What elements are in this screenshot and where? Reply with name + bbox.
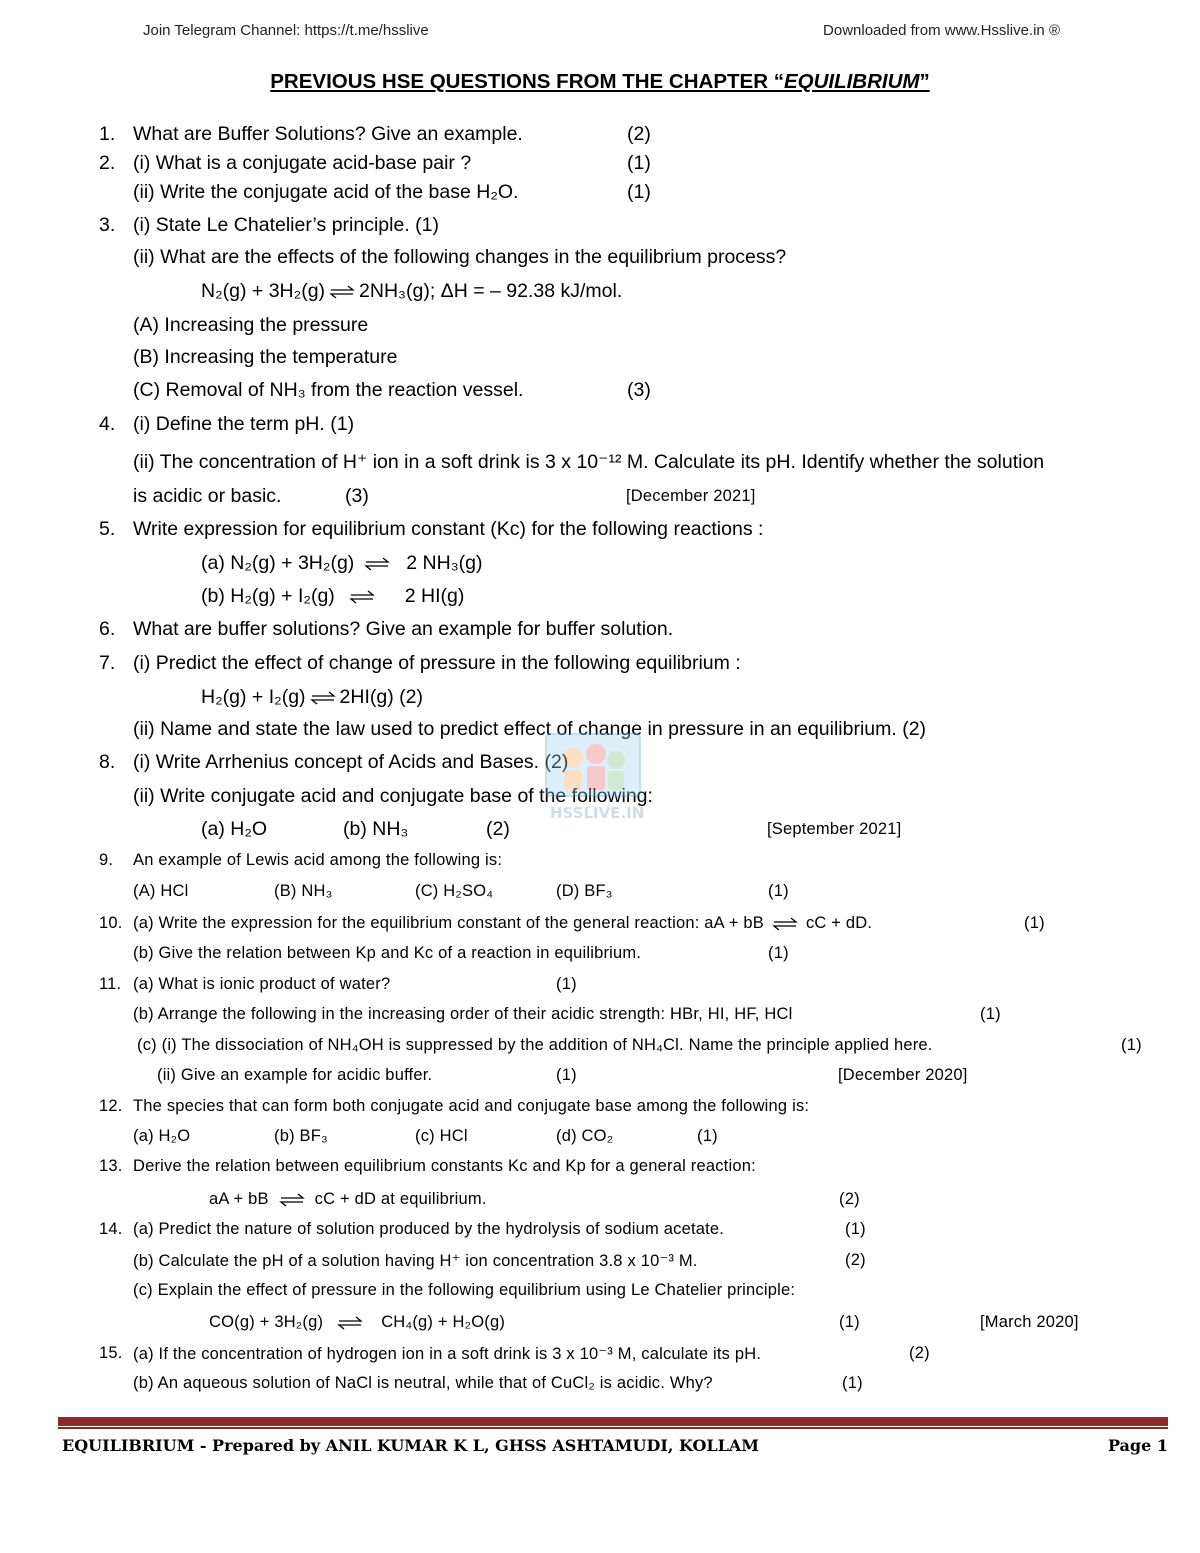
q4-part-ii-cont: is acidic or basic. xyxy=(133,485,282,507)
q13-marks: (2) xyxy=(839,1190,860,1208)
q14-part-c: (c) Explain the effect of pressure in the following equilibrium using Le Chatelier principle: xyxy=(133,1281,796,1299)
q8-marks: (2) xyxy=(486,818,510,840)
q9-option-a: (A) HCl xyxy=(133,882,189,900)
q14-part-b-marks: (2) xyxy=(845,1251,866,1269)
q3-equation: N₂(g) + 3H₂(g) 2NH₃(g); ΔH = – 92.38 kJ/mol. xyxy=(201,280,623,302)
hsslive-watermark-logo xyxy=(538,726,648,826)
equilibrium-arrow-icon xyxy=(349,590,375,604)
q11-part-c-ii-marks: (1) xyxy=(556,1066,577,1084)
q12-number: 12. xyxy=(99,1097,123,1115)
q5-reaction-b: (b) H₂(g) + I₂(g) 2 HI(g) xyxy=(201,585,465,607)
q13-text: Derive the relation between equilibrium constants Kc and Kp for a general reaction: xyxy=(133,1157,756,1175)
q8-option-a: (a) H₂O xyxy=(201,818,268,840)
q5-reaction-a: (a) N₂(g) + 3H₂(g) 2 NH₃(g) xyxy=(201,552,483,574)
q8-number: 8. xyxy=(99,751,116,773)
q9-marks: (1) xyxy=(768,882,789,900)
q10-part-a: (a) Write the expression for the equilibrium constant of the general reaction: aA + bB cC + dD. xyxy=(133,914,873,932)
q4-number: 4. xyxy=(99,413,116,435)
equilibrium-arrow-icon xyxy=(329,285,355,299)
equilibrium-arrow-icon xyxy=(279,1193,305,1207)
header-download-text: Downloaded from www.Hsslive.in ® xyxy=(823,22,1060,39)
q15-part-a: (a) If the concentration of hydrogen ion in a soft drink is 3 x 10⁻³ M, calculate its pH. xyxy=(133,1345,762,1363)
q11-part-a-marks: (1) xyxy=(556,975,577,993)
q15-part-b-marks: (1) xyxy=(842,1374,863,1392)
watermark-text: HSSLIVE.IN xyxy=(550,804,645,822)
q14-part-a: (a) Predict the nature of solution produced by the hydrolysis of sodium acetate. xyxy=(133,1220,725,1238)
q12-option-b: (b) BF₃ xyxy=(274,1127,328,1145)
footer-rule-thin xyxy=(58,1427,1168,1429)
q15-part-a-marks: (2) xyxy=(909,1344,930,1362)
q3-part-ii: (ii) What are the effects of the following changes in the equilibrium process? xyxy=(133,246,787,268)
q4-part-i: (i) Define the term pH. (1) xyxy=(133,413,355,435)
q8-part-ii: (ii) Write conjugate acid and conjugate base of the following: xyxy=(133,785,653,807)
q7-number: 7. xyxy=(99,652,116,674)
q14-part-b: (b) Calculate the pH of a solution having H⁺ ion concentration 3.8 x 10⁻³ M. xyxy=(133,1252,698,1270)
q14-part-a-marks: (1) xyxy=(845,1220,866,1238)
equilibrium-arrow-icon xyxy=(772,917,798,931)
q7-equation: H₂(g) + I₂(g) 2HI(g) (2) xyxy=(201,686,423,708)
q2-part-ii: (ii) Write the conjugate acid of the base H₂O. xyxy=(133,181,519,203)
q12-marks: (1) xyxy=(697,1127,718,1145)
q10-part-a-marks: (1) xyxy=(1024,914,1045,932)
q6-number: 6. xyxy=(99,618,116,640)
q3-part-i: (i) State Le Chatelier’s principle. (1) xyxy=(133,214,439,236)
q11-part-a: (a) What is ionic product of water? xyxy=(133,975,391,993)
q11-part-b: (b) Arrange the following in the increasing order of their acidic strength: HBr, HI, HF, HCl xyxy=(133,1005,793,1023)
q2-part-i: (i) What is a conjugate acid-base pair ? xyxy=(133,152,472,174)
q4-marks: (3) xyxy=(345,485,369,507)
q12-option-d: (d) CO₂ xyxy=(556,1127,614,1145)
footer-rule xyxy=(58,1417,1168,1426)
q3-option-a: (A) Increasing the pressure xyxy=(133,314,369,336)
exam-tag-dec-2020: [December 2020] xyxy=(838,1066,968,1084)
q3-option-b: (B) Increasing the temperature xyxy=(133,346,398,368)
q3-marks: (3) xyxy=(627,379,651,401)
q11-part-c-ii: (ii) Give an example for acidic buffer. xyxy=(157,1066,433,1084)
q14-equation: CO(g) + 3H₂(g) CH₄(g) + H₂O(g) xyxy=(209,1313,506,1331)
exam-tag-dec-2021: [December 2021] xyxy=(626,487,756,505)
q11-number: 11. xyxy=(99,975,122,993)
q1-number: 1. xyxy=(99,123,116,145)
q5-number: 5. xyxy=(99,518,116,540)
q13-equation: aA + bB cC + dD at equilibrium. xyxy=(209,1190,487,1208)
q7-part-i: (i) Predict the effect of change of pressure in the following equilibrium : xyxy=(133,652,741,674)
q11-part-c: (c) (i) The dissociation of NH₄OH is suppressed by the addition of NH₄Cl. Name the principle applied here. xyxy=(137,1036,933,1054)
q4-part-ii: (ii) The concentration of H⁺ ion in a soft drink is 3 x 10⁻¹² M. Calculate its pH. Identify whether the solution xyxy=(133,451,1045,473)
q12-option-c: (c) HCl xyxy=(415,1127,468,1145)
q8-part-i: (i) Write Arrhenius concept of Acids and Bases. (2) xyxy=(133,751,569,773)
equilibrium-arrow-icon xyxy=(310,691,336,705)
q8-option-b: (b) NH₃ xyxy=(343,818,409,840)
equilibrium-arrow-icon xyxy=(364,557,390,571)
q2-part-ii-marks: (1) xyxy=(627,181,651,203)
q9-option-c: (C) H₂SO₄ xyxy=(415,882,494,900)
q5-text: Write expression for equilibrium constant (Kc) for the following reactions : xyxy=(133,518,764,540)
q15-part-b: (b) An aqueous solution of NaCl is neutral, while that of CuCl₂ is acidic. Why? xyxy=(133,1374,713,1392)
q3-number: 3. xyxy=(99,214,116,236)
q1-marks: (2) xyxy=(627,123,651,145)
q10-part-b-marks: (1) xyxy=(768,944,789,962)
exam-tag-mar-2020: [March 2020] xyxy=(980,1313,1079,1331)
q14-number: 14. xyxy=(99,1220,123,1238)
page-title: PREVIOUS HSE QUESTIONS FROM THE CHAPTER “EQUILIBRIUM” xyxy=(270,70,930,93)
q14-eq-marks: (1) xyxy=(839,1313,860,1331)
q13-number: 13. xyxy=(99,1157,123,1175)
q3-option-c: (C) Removal of NH₃ from the reaction vessel. xyxy=(133,379,524,401)
q9-option-b: (B) NH₃ xyxy=(274,882,333,900)
q9-text: An example of Lewis acid among the following is: xyxy=(133,851,503,869)
page-title-italic: EQUILIBRIUM xyxy=(783,70,920,93)
q11-part-c-marks: (1) xyxy=(1121,1036,1142,1054)
q1-text: What are Buffer Solutions? Give an example. xyxy=(133,123,523,145)
q9-option-d: (D) BF₃ xyxy=(556,882,613,900)
q12-option-a: (a) H₂O xyxy=(133,1127,191,1145)
header-telegram-text: Join Telegram Channel: https://t.me/hsslive xyxy=(143,22,429,39)
equilibrium-arrow-icon xyxy=(337,1316,363,1330)
q7-part-ii: (ii) Name and state the law used to predict effect of change in pressure in an equilibrium. (2) xyxy=(133,718,927,740)
q10-part-b: (b) Give the relation between Kp and Kc of a reaction in equilibrium. xyxy=(133,944,642,962)
q11-part-b-marks: (1) xyxy=(980,1005,1001,1023)
q15-number: 15. xyxy=(99,1344,123,1362)
page-number: Page 1 xyxy=(1107,1436,1168,1455)
footer-author: EQUILIBRIUM - Prepared by ANIL KUMAR K L, GHSS ASHTAMUDI, KOLLAM xyxy=(62,1436,760,1455)
q2-number: 2. xyxy=(99,152,116,174)
exam-tag-sep-2021: [September 2021] xyxy=(767,820,902,838)
q12-text: The species that can form both conjugate acid and conjugate base among the following is: xyxy=(133,1097,810,1115)
q9-number: 9. xyxy=(99,851,114,869)
q10-number: 10. xyxy=(99,914,123,932)
q6-text: What are buffer solutions? Give an example for buffer solution. xyxy=(133,618,674,640)
q2-part-i-marks: (1) xyxy=(627,152,651,174)
